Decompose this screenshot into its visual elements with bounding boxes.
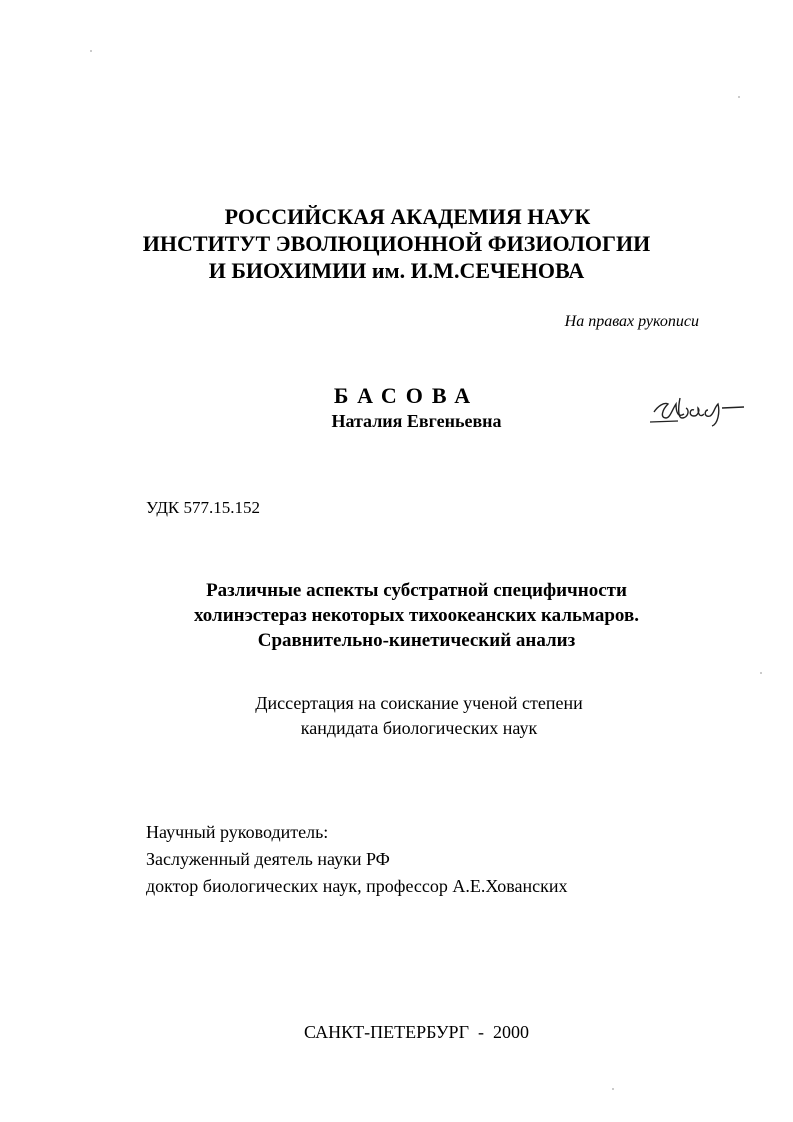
udk-code: УДК 577.15.152: [146, 498, 261, 517]
degree-line-1: Диссертация на соискание ученой степени: [255, 693, 583, 713]
supervisor-block: [146, 819, 567, 900]
city-year-text: САНКТ-ПЕТЕРБУРГ - 2000: [304, 1022, 529, 1042]
manuscript-note: На правах рукописи: [564, 313, 699, 330]
scan-speck: [90, 50, 92, 52]
dissertation-title: [0, 578, 793, 653]
supervisor-line-3: доктор биологических наук, профессор А.Е.Хованских: [146, 876, 568, 896]
author-full-name: Наталия Евгеньевна: [331, 411, 502, 431]
supervisor-line-1: Научный руководитель:: [146, 822, 329, 842]
title-line-2: холинэстераз некоторых тихоокеанских кальмаров.: [194, 605, 639, 626]
city-year: [0, 1022, 793, 1043]
degree-line-2: кандидата биологических наук: [300, 718, 538, 738]
title-line-1: Различные аспекты субстратной специфичности: [206, 580, 627, 601]
header-line-3: И БИОХИМИИ им. И.М.СЕЧЕНОВА: [208, 258, 585, 283]
scan-speck: [738, 96, 740, 98]
handwritten-signature: [648, 388, 760, 432]
institution-header: [0, 203, 793, 284]
supervisor-line-2: Заслуженный деятель науки РФ: [146, 849, 390, 869]
degree-statement: [0, 691, 793, 741]
header-line-2: ИНСТИТУТ ЭВОЛЮЦИОННОЙ ФИЗИОЛОГИИ: [142, 231, 651, 256]
header-line-1: РОССИЙСКАЯ АКАДЕМИЯ НАУК: [224, 204, 591, 229]
title-line-3: Сравнительно-кинетический анализ: [257, 630, 576, 651]
author-surname: БАСОВА: [333, 383, 480, 408]
scan-speck: [612, 1088, 614, 1090]
scan-speck: [760, 672, 762, 674]
